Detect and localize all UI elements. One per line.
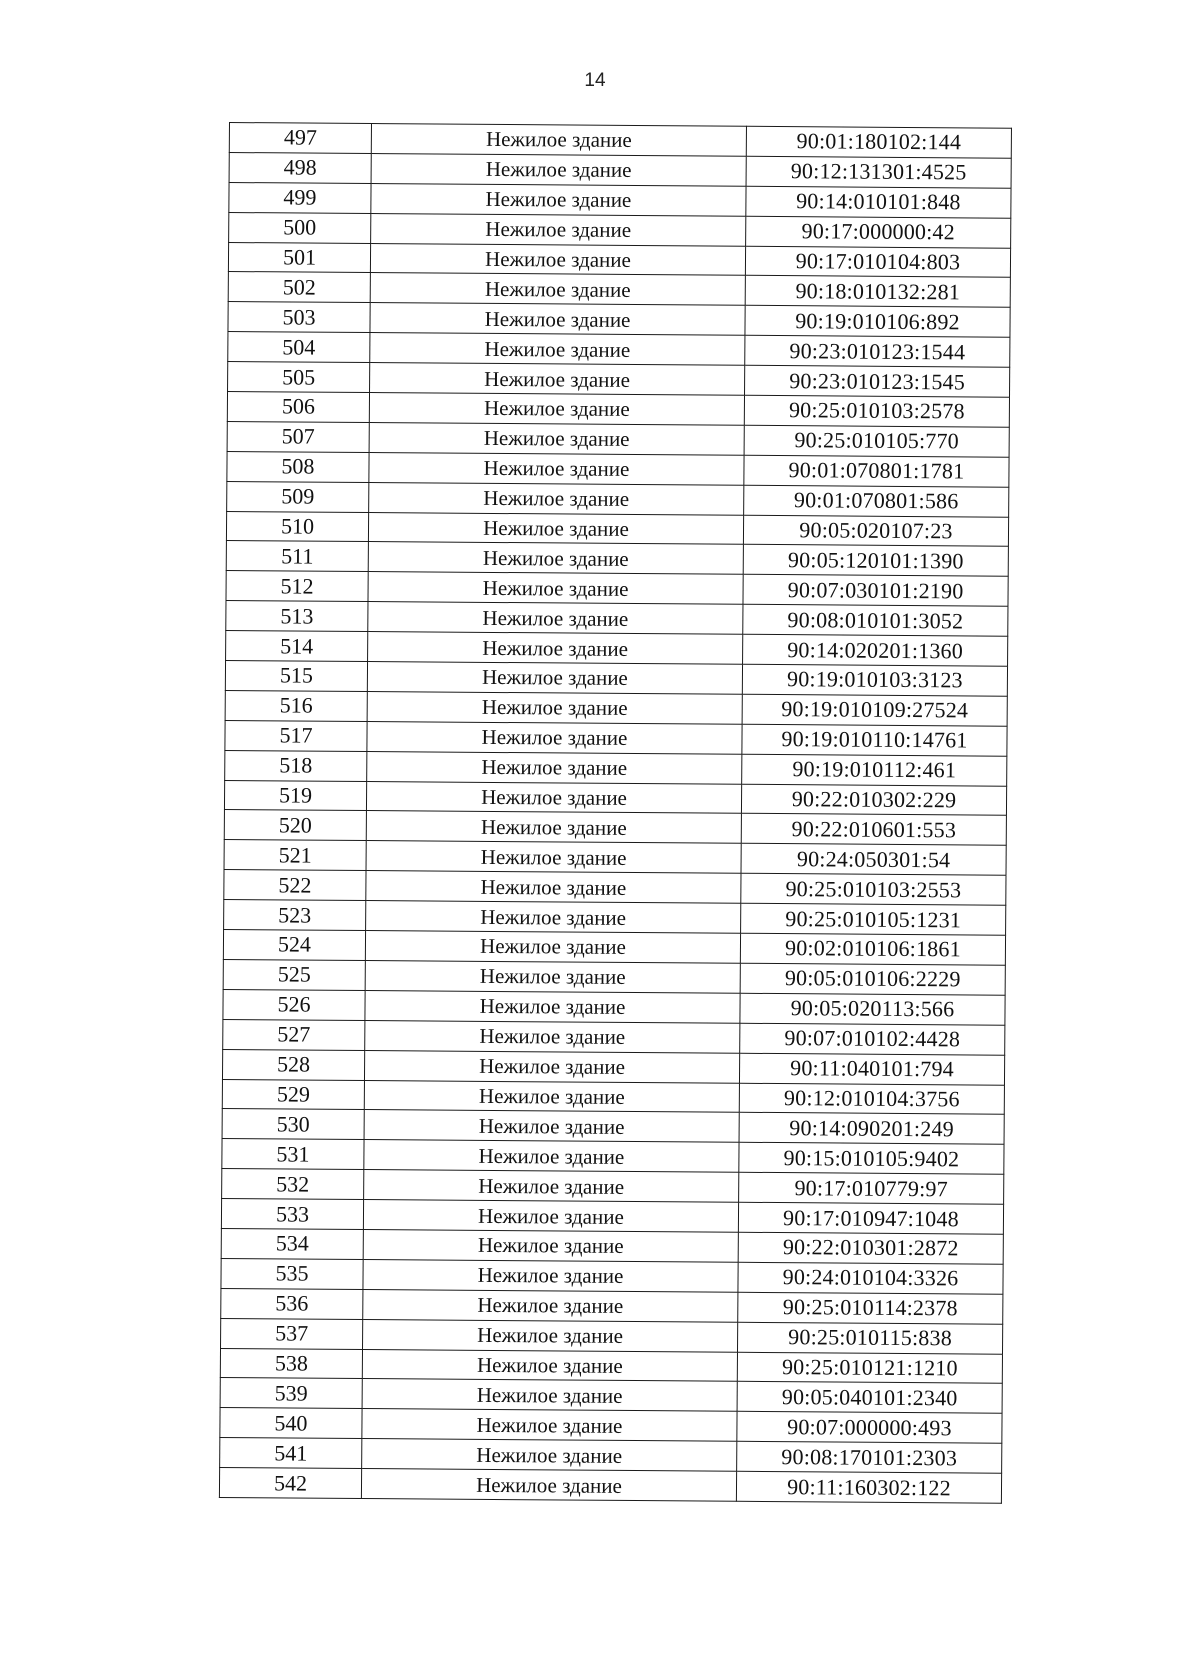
row-number-cell: 501 bbox=[228, 242, 370, 273]
cadastral-number-cell: 90:22:010302:229 bbox=[741, 784, 1006, 816]
cadastral-number-cell: 90:05:010106:2229 bbox=[740, 963, 1005, 995]
object-name-cell: Нежилое здание bbox=[366, 901, 741, 934]
cadastral-number-cell: 90:24:010104:3326 bbox=[738, 1262, 1003, 1294]
cadastral-number-cell: 90:11:160302:122 bbox=[736, 1471, 1001, 1503]
object-name-cell: Нежилое здание bbox=[364, 1050, 739, 1083]
object-name-cell: Нежилое здание bbox=[365, 960, 740, 993]
cadastral-number-cell: 90:12:131301:4525 bbox=[746, 156, 1011, 188]
row-number-cell: 523 bbox=[224, 900, 366, 931]
object-name-cell: Нежилое здание bbox=[368, 542, 743, 575]
object-name-cell: Нежилое здание bbox=[362, 1409, 737, 1442]
row-number-cell: 508 bbox=[227, 451, 369, 482]
cadastral-number-cell: 90:01:180102:144 bbox=[746, 126, 1011, 158]
row-number-cell: 507 bbox=[227, 421, 369, 452]
row-number-cell: 503 bbox=[228, 302, 370, 333]
cadastral-number-cell: 90:08:010101:3052 bbox=[743, 605, 1008, 637]
object-name-cell: Нежилое здание bbox=[366, 811, 741, 844]
object-name-cell: Нежилое здание bbox=[370, 273, 745, 306]
row-number-cell: 499 bbox=[229, 182, 371, 213]
object-name-cell: Нежилое здание bbox=[368, 632, 743, 665]
row-number-cell: 530 bbox=[222, 1109, 364, 1140]
object-name-cell: Нежилое здание bbox=[361, 1469, 736, 1502]
row-number-cell: 522 bbox=[224, 870, 366, 901]
row-number-cell: 541 bbox=[220, 1438, 362, 1469]
cadastral-number-cell: 90:25:010105:770 bbox=[744, 425, 1009, 457]
table-body bbox=[219, 123, 1011, 1504]
row-number-cell: 506 bbox=[227, 392, 369, 423]
row-number-cell: 534 bbox=[221, 1228, 363, 1259]
row-number-cell: 539 bbox=[220, 1378, 362, 1409]
cadastral-number-cell: 90:19:010112:461 bbox=[742, 754, 1007, 786]
object-name-cell: Нежилое здание bbox=[369, 452, 744, 485]
cadastral-number-cell: 90:05:040101:2340 bbox=[737, 1382, 1002, 1414]
cadastral-number-cell: 90:05:020113:566 bbox=[740, 993, 1005, 1025]
object-name-cell: Нежилое здание bbox=[362, 1439, 737, 1472]
row-number-cell: 520 bbox=[224, 810, 366, 841]
row-number-cell: 504 bbox=[228, 332, 370, 363]
row-number-cell: 519 bbox=[224, 780, 366, 811]
object-name-cell: Нежилое здание bbox=[369, 393, 744, 426]
cadastral-number-cell: 90:24:050301:54 bbox=[741, 844, 1006, 876]
row-number-cell: 505 bbox=[228, 362, 370, 393]
object-name-cell: Нежилое здание bbox=[369, 482, 744, 515]
row-number-cell: 525 bbox=[223, 959, 365, 990]
object-name-cell: Нежилое здание bbox=[366, 841, 741, 874]
cadastral-number-cell: 90:19:010106:892 bbox=[745, 306, 1010, 338]
row-number-cell: 526 bbox=[223, 989, 365, 1020]
cadastral-number-cell: 90:02:010106:1861 bbox=[740, 933, 1005, 965]
object-name-cell: Нежилое здание bbox=[365, 1020, 740, 1053]
row-number-cell: 537 bbox=[221, 1318, 363, 1349]
cadastral-number-cell: 90:25:010114:2378 bbox=[738, 1292, 1003, 1324]
cadastral-number-cell: 90:01:070801:586 bbox=[744, 485, 1009, 517]
cadastral-number-cell: 90:25:010103:2578 bbox=[744, 395, 1009, 427]
row-number-cell: 512 bbox=[226, 571, 368, 602]
row-number-cell: 527 bbox=[223, 1019, 365, 1050]
row-number-cell: 516 bbox=[225, 690, 367, 721]
object-name-cell: Нежилое здание bbox=[367, 751, 742, 784]
object-name-cell: Нежилое здание bbox=[368, 602, 743, 635]
row-number-cell: 532 bbox=[222, 1169, 364, 1200]
cadastral-number-cell: 90:19:010103:3123 bbox=[742, 664, 1007, 696]
cadastral-number-cell: 90:14:010101:848 bbox=[746, 186, 1011, 218]
cadastral-number-cell: 90:22:010601:553 bbox=[741, 814, 1006, 846]
object-name-cell: Нежилое здание bbox=[368, 512, 743, 545]
object-name-cell: Нежилое здание bbox=[370, 243, 745, 276]
row-number-cell: 528 bbox=[222, 1049, 364, 1080]
row-number-cell: 524 bbox=[223, 930, 365, 961]
cadastral-number-cell: 90:25:010115:838 bbox=[737, 1322, 1002, 1354]
object-name-cell: Нежилое здание bbox=[369, 422, 744, 455]
object-name-cell: Нежилое здание bbox=[365, 990, 740, 1023]
object-name-cell: Нежилое здание bbox=[370, 333, 745, 366]
object-name-cell: Нежилое здание bbox=[371, 183, 746, 216]
cadastral-number-cell: 90:22:010301:2872 bbox=[738, 1232, 1003, 1264]
cadastral-number-cell: 90:15:010105:9402 bbox=[739, 1143, 1004, 1175]
object-name-cell: Нежилое здание bbox=[366, 871, 741, 904]
cadastral-number-cell: 90:08:170101:2303 bbox=[737, 1441, 1002, 1473]
object-name-cell: Нежилое здание bbox=[367, 721, 742, 754]
cadastral-number-cell: 90:18:010132:281 bbox=[745, 276, 1010, 308]
cadastral-number-cell: 90:23:010123:1545 bbox=[745, 365, 1010, 397]
object-name-cell: Нежилое здание bbox=[367, 662, 742, 695]
cadastral-number-cell: 90:14:090201:249 bbox=[739, 1113, 1004, 1145]
row-number-cell: 518 bbox=[225, 750, 367, 781]
object-name-cell: Нежилое здание bbox=[371, 213, 746, 246]
cadastral-number-cell: 90:25:010103:2553 bbox=[741, 874, 1006, 906]
cadastral-number-cell: 90:19:010109:27524 bbox=[742, 694, 1007, 726]
object-name-cell: Нежилое здание bbox=[364, 1110, 739, 1143]
cadastral-number-cell: 90:05:020107:23 bbox=[743, 515, 1008, 547]
row-number-cell: 536 bbox=[221, 1288, 363, 1319]
object-name-cell: Нежилое здание bbox=[364, 1140, 739, 1173]
cadastral-number-cell: 90:25:010121:1210 bbox=[737, 1352, 1002, 1384]
cadastral-number-cell: 90:01:070801:1781 bbox=[744, 455, 1009, 487]
object-name-cell: Нежилое здание bbox=[362, 1349, 737, 1382]
object-name-cell: Нежилое здание bbox=[363, 1200, 738, 1233]
cadastral-number-cell: 90:07:010102:4428 bbox=[740, 1023, 1005, 1055]
object-name-cell: Нежилое здание bbox=[366, 781, 741, 814]
row-number-cell: 511 bbox=[226, 541, 368, 572]
object-name-cell: Нежилое здание bbox=[364, 1170, 739, 1203]
object-name-cell: Нежилое здание bbox=[370, 363, 745, 396]
cadastral-number-cell: 90:07:030101:2190 bbox=[743, 575, 1008, 607]
row-number-cell: 521 bbox=[224, 840, 366, 871]
row-number-cell: 498 bbox=[229, 152, 371, 183]
row-number-cell: 542 bbox=[219, 1468, 361, 1499]
row-number-cell: 514 bbox=[226, 631, 368, 662]
row-number-cell: 513 bbox=[226, 601, 368, 632]
row-number-cell: 510 bbox=[226, 511, 368, 542]
object-name-cell: Нежилое здание bbox=[364, 1080, 739, 1113]
cadastral-number-cell: 90:05:120101:1390 bbox=[743, 545, 1008, 577]
row-number-cell: 531 bbox=[222, 1139, 364, 1170]
object-name-cell: Нежилое здание bbox=[363, 1229, 738, 1262]
cadastral-number-cell: 90:17:010779:97 bbox=[739, 1172, 1004, 1204]
cadastral-number-cell: 90:17:010104:803 bbox=[745, 246, 1010, 278]
object-name-cell: Нежилое здание bbox=[363, 1319, 738, 1352]
row-number-cell: 540 bbox=[220, 1408, 362, 1439]
object-name-cell: Нежилое здание bbox=[362, 1379, 737, 1412]
cadastral-number-cell: 90:07:000000:493 bbox=[737, 1412, 1002, 1444]
object-name-cell: Нежилое здание bbox=[370, 303, 745, 336]
table-row bbox=[219, 1468, 1001, 1504]
cadastral-number-cell: 90:11:040101:794 bbox=[739, 1053, 1004, 1085]
row-number-cell: 500 bbox=[229, 212, 371, 243]
row-number-cell: 538 bbox=[220, 1348, 362, 1379]
cadastral-number-cell: 90:12:010104:3756 bbox=[739, 1083, 1004, 1115]
row-number-cell: 529 bbox=[222, 1079, 364, 1110]
property-registry-table bbox=[219, 122, 1012, 1504]
object-name-cell: Нежилое здание bbox=[363, 1289, 738, 1322]
object-name-cell: Нежилое здание bbox=[363, 1259, 738, 1292]
row-number-cell: 533 bbox=[221, 1199, 363, 1230]
cadastral-number-cell: 90:14:020201:1360 bbox=[743, 634, 1008, 666]
cadastral-number-cell: 90:17:010947:1048 bbox=[738, 1202, 1003, 1234]
object-name-cell: Нежилое здание bbox=[367, 691, 742, 724]
row-number-cell: 517 bbox=[225, 720, 367, 751]
object-name-cell: Нежилое здание bbox=[368, 572, 743, 605]
row-number-cell: 502 bbox=[228, 272, 370, 303]
object-name-cell: Нежилое здание bbox=[371, 124, 746, 157]
cadastral-number-cell: 90:23:010123:1544 bbox=[745, 336, 1010, 368]
cadastral-number-cell: 90:17:000000:42 bbox=[746, 216, 1011, 248]
row-number-cell: 515 bbox=[225, 661, 367, 692]
page-number: 14 bbox=[584, 70, 606, 91]
object-name-cell: Нежилое здание bbox=[371, 153, 746, 186]
object-name-cell: Нежилое здание bbox=[365, 931, 740, 964]
row-number-cell: 497 bbox=[229, 123, 371, 154]
row-number-cell: 535 bbox=[221, 1258, 363, 1289]
cadastral-number-cell: 90:19:010110:14761 bbox=[742, 724, 1007, 756]
cadastral-number-cell: 90:25:010105:1231 bbox=[741, 903, 1006, 935]
row-number-cell: 509 bbox=[227, 481, 369, 512]
